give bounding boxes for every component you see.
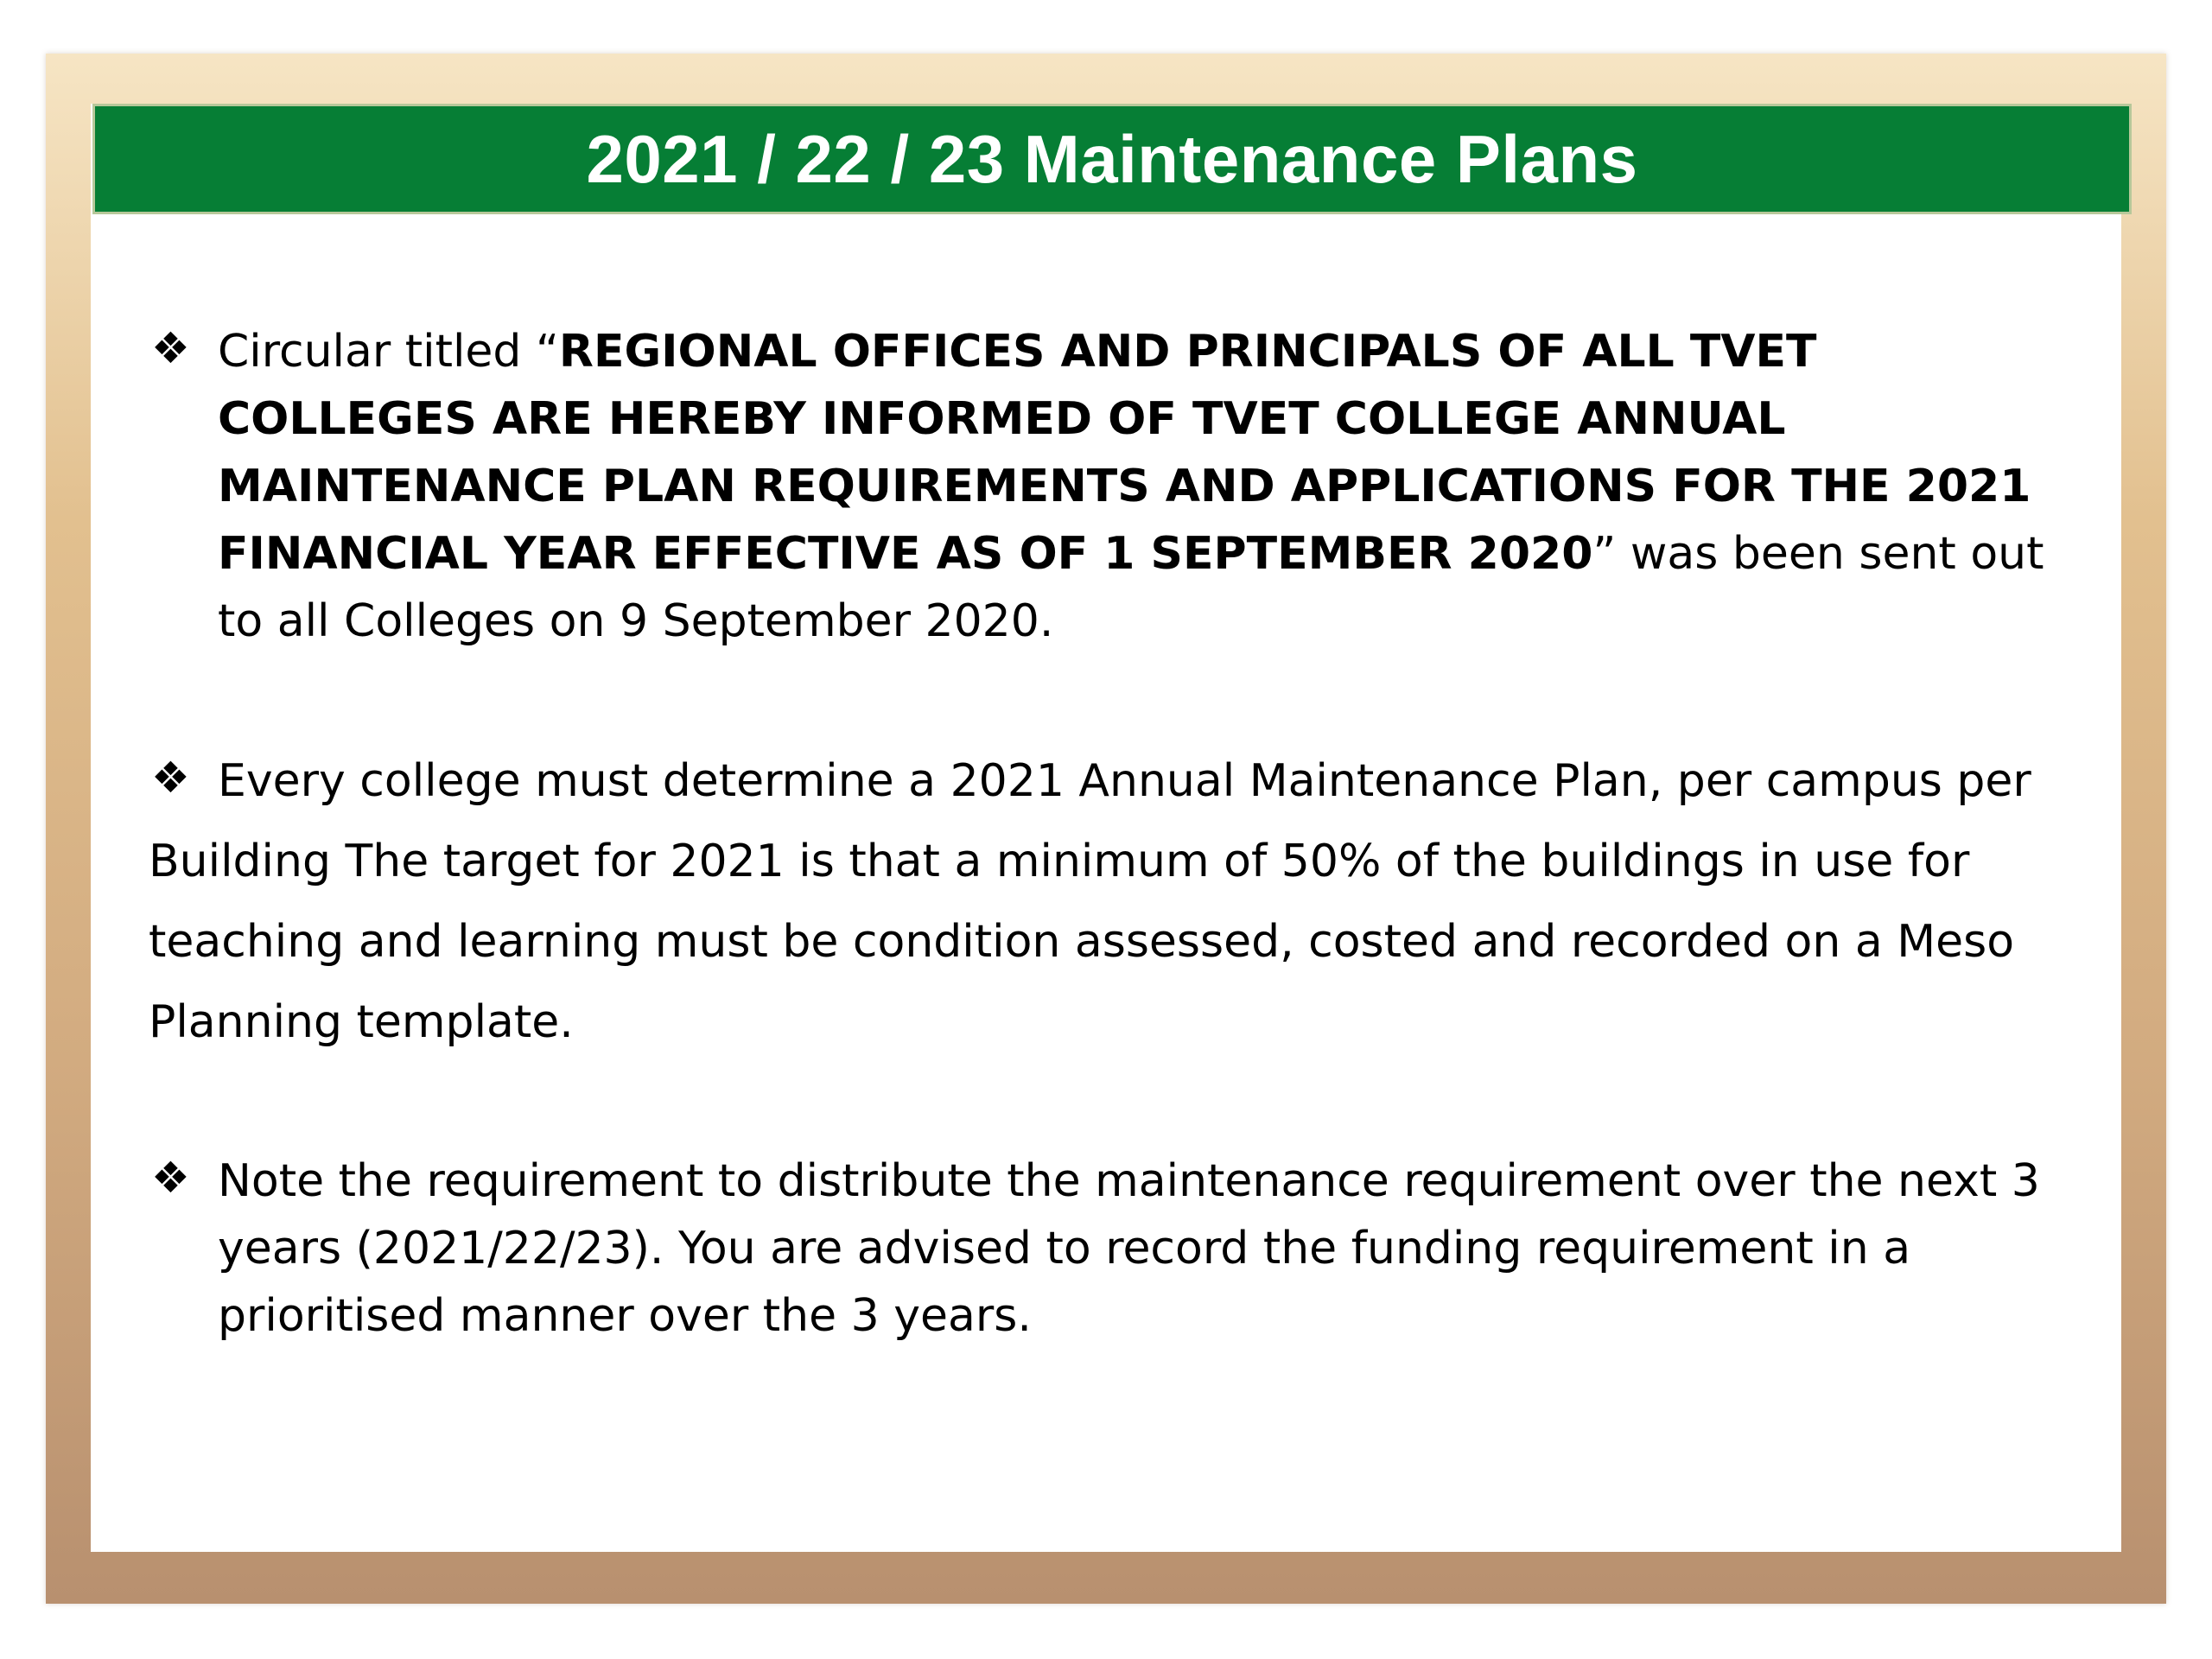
bullet-item-note: Note the requirement to distribute the maintenance requirement over the next 3 years (2021/22/23). You are advised to record the funding requirement in a prioritised manner over the 3 years.: [218, 1155, 2040, 1342]
bullet-text-suffix: ” was been sent out to all Colleges on 9 September 2020.: [218, 528, 2044, 647]
title-bar: [92, 104, 2132, 214]
bullet-text-bold: REGIONAL OFFICES AND PRINCIPALS OF ALL TVET COLLEGES ARE HEREBY INFORMED OF TVET COLLEGE ANNUAL MAINTENANCE PLAN REQUIREMENTS AND APPLICATIONS FOR THE 2021 FINANCIAL YEAR EFFECTIVE AS OF 1 SEPTEMBER 2020: [218, 326, 2031, 580]
slide-title: 2021 / 22 / 23 Maintenance Plans: [586, 120, 1638, 197]
diamond-bullet-icon: ❖: [151, 1153, 190, 1203]
bullet-item-circular: [218, 318, 2067, 655]
diamond-bullet-icon: ❖: [151, 323, 190, 373]
bullet-item-annual-plan: Every college must determine a 2021 Annual Maintenance Plan, per campus per Building The target for 2021 is that a minimum of 50% of the buildings in use for teaching and learning must be condition assessed, costed and recorded on a Meso Planning template.: [149, 755, 2031, 1048]
bullet-text-prefix: Circular titled “: [218, 326, 559, 378]
diamond-bullet-icon: ❖: [151, 753, 190, 803]
